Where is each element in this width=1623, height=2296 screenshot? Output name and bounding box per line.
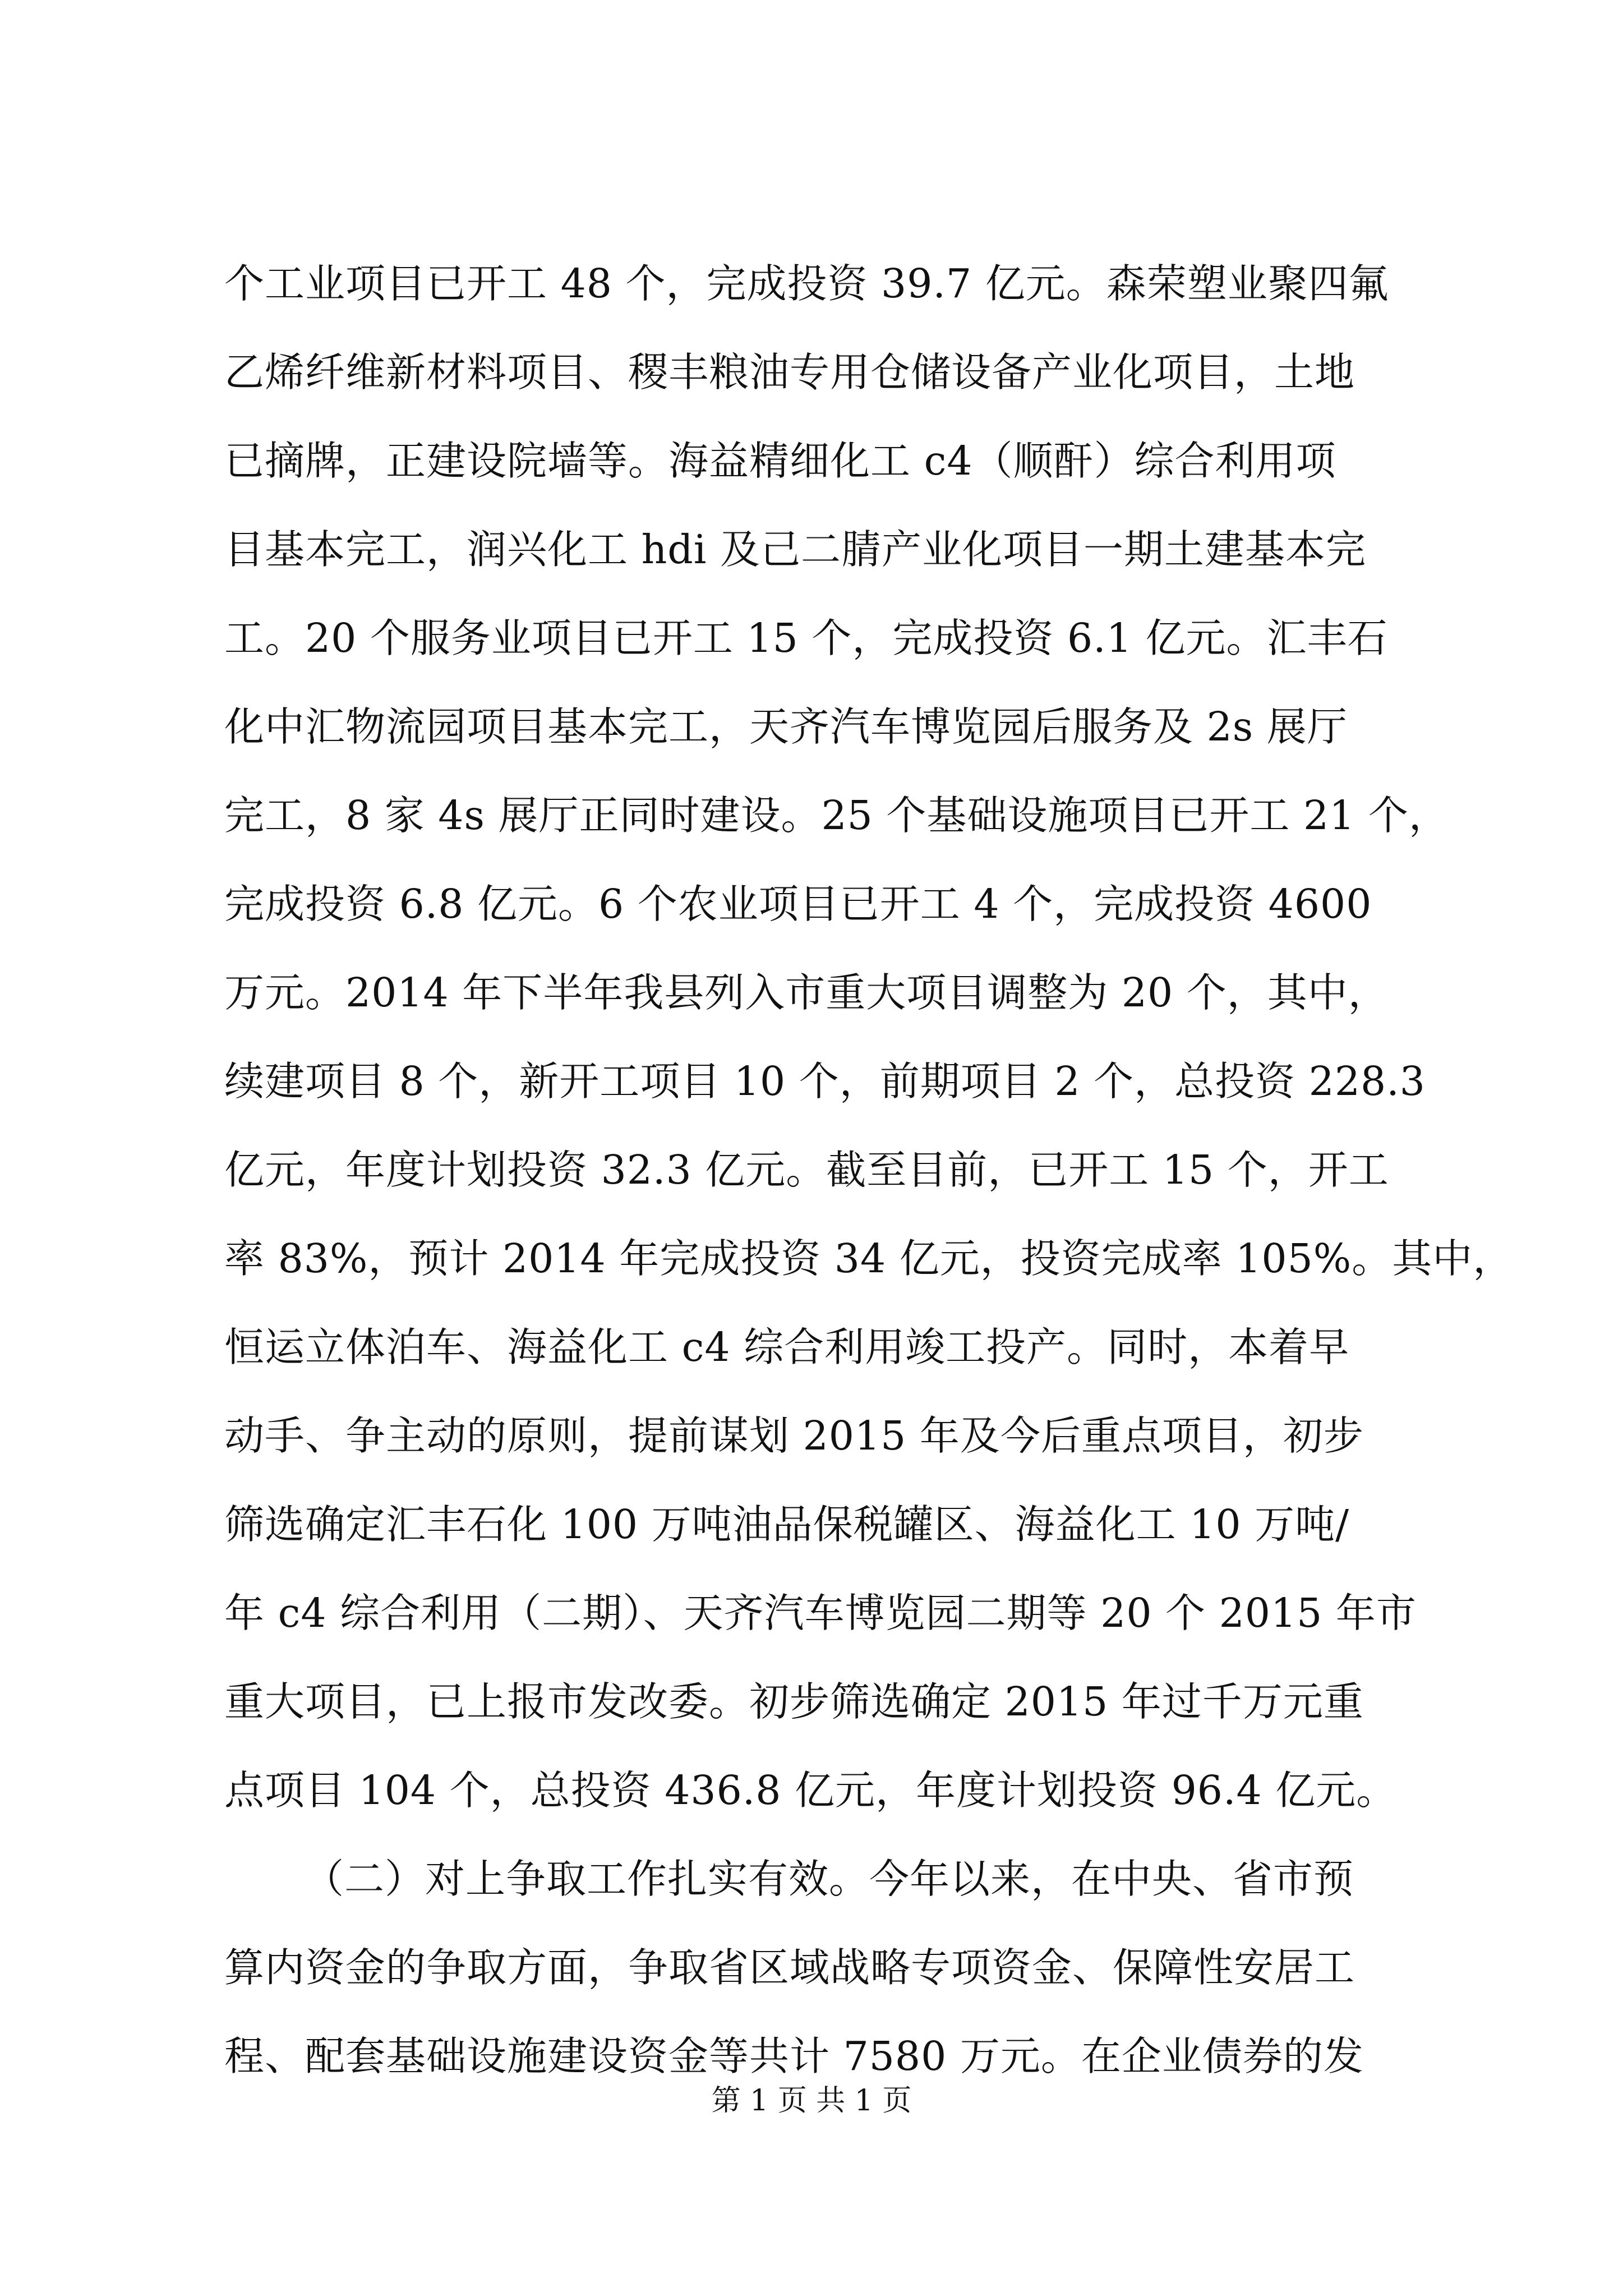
text-line: 筛选确定汇丰石化 100 万吨油品保税罐区、海益化工 10 万吨/ [224, 1501, 1350, 1548]
text-line: 恒运立体泊车、海益化工 c4 综合利用竣工投产。同时，本着早 [224, 1324, 1350, 1370]
text-line: 个工业项目已开工 48 个，完成投资 39.7 亿元。森荣塑业聚四氟 [224, 260, 1389, 307]
text-line: 算内资金的争取方面，争取省区域战略专项资金、保障性安居工 [224, 1944, 1355, 1991]
text-line: 点项目 104 个，总投资 436.8 亿元，年度计划投资 96.4 亿元。 [224, 1767, 1397, 1814]
text-line: 率 83%，预计 2014 年完成投资 34 亿元，投资完成率 105%。其中， [224, 1235, 1514, 1282]
text-line: 乙烯纤维新材料项目、稷丰粮油专用仓储设备产业化项目，土地 [224, 349, 1355, 395]
text-line: 已摘牌，正建设院墙等。海益精细化工 c4（顺酐）综合利用项 [224, 438, 1336, 484]
text-line: 亿元，年度计划投资 32.3 亿元。截至目前，已开工 15 个，开工 [224, 1147, 1389, 1193]
text-line: 程、配套基础设施建设资金等共计 7580 万元。在企业债券的发 [224, 2033, 1364, 2079]
text-line: 续建项目 8 个，新开工项目 10 个，前期项目 2 个，总投资 228.3 [224, 1058, 1426, 1105]
text-line: 万元。2014 年下半年我县列入市重大项目调整为 20 个，其中， [224, 969, 1389, 1016]
text-line: 工。20 个服务业项目已开工 15 个，完成投资 6.1 亿元。汇丰石 [224, 615, 1388, 661]
text-line: 动手、争主动的原则，提前谋划 2015 年及今后重点项目，初步 [224, 1412, 1364, 1459]
body-text [224, 257, 1514, 2118]
text-line: 目基本完工，润兴化工 hdi 及己二腈产业化项目一期土建基本完 [224, 526, 1367, 573]
section-heading-line: （二）对上争取工作扎实有效。今年以来，在中央、省市预 [304, 1856, 1354, 1902]
page-footer: 第 1 页 共 1 页 [711, 2084, 912, 2118]
text-line: 年 c4 综合利用（二期）、天齐汽车博览园二期等 20 个 2015 年市 [224, 1590, 1417, 1636]
text-line: 完成投资 6.8 亿元。6 个农业项目已开工 4 个，完成投资 4600 [224, 881, 1372, 927]
text-line: 完工，8 家 4s 展厅正同时建设。25 个基础设施项目已开工 21 个， [224, 792, 1449, 839]
text-line: 重大项目，已上报市发改委。初步筛选确定 2015 年过千万元重 [224, 1678, 1364, 1725]
text-line: 化中汇物流园项目基本完工，天齐汽车博览园后服务及 2s 展厅 [224, 703, 1348, 750]
